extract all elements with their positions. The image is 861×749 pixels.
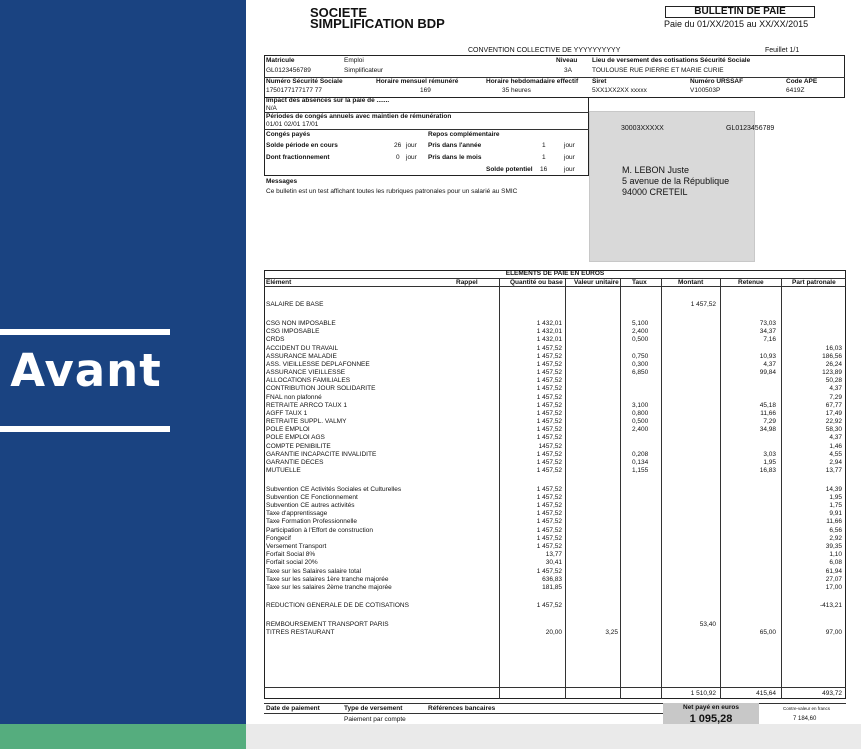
- ape-value: 6419Z: [786, 87, 805, 94]
- matricule-value: GL0123456789: [266, 67, 311, 74]
- table-row: [246, 527, 846, 535]
- row-quantite: 1 432,01: [536, 336, 562, 343]
- table-row: [246, 602, 846, 610]
- table-row: [246, 502, 846, 510]
- header-montant: Montant: [678, 279, 704, 286]
- row-taux: 1,155: [632, 467, 649, 474]
- table-row: [246, 559, 846, 567]
- row-label: Subvention CE Fonctionnement: [266, 494, 358, 501]
- conges-row2-unit: jour: [406, 154, 417, 161]
- row-patronale: -413,21: [819, 602, 842, 609]
- row-taux: 0,500: [632, 336, 649, 343]
- row-quantite: 1 457,52: [536, 369, 562, 376]
- avant-label: Avant: [10, 344, 162, 397]
- table-row: [246, 361, 846, 369]
- periodes-header: Périodes de congés annuels avec maintien de rémunération: [266, 113, 452, 120]
- row-retenue: 7,16: [763, 336, 776, 343]
- row-patronale: 4,37: [829, 434, 842, 441]
- row-quantite: 1 457,52: [536, 510, 562, 517]
- row-quantite: 1 457,52: [536, 602, 562, 609]
- footer-type-header: Type de versement: [344, 705, 403, 712]
- table-row: [246, 345, 846, 353]
- messages-header: Messages: [266, 178, 298, 185]
- address-line2: 5 avenue de la République: [622, 176, 730, 186]
- repos-row1-label: Pris dans l'année: [428, 142, 482, 149]
- repos-row2-label: Pris dans le mois: [428, 154, 482, 161]
- row-patronale: 16,03: [825, 345, 842, 352]
- row-patronale: 186,56: [822, 353, 842, 360]
- hhe-header: Horaire hebdomadaire effectif: [486, 78, 579, 85]
- header-patronale: Part patronale: [792, 279, 836, 286]
- row-patronale: 6,56: [829, 527, 842, 534]
- emploi-value: Simplificateur: [344, 67, 384, 74]
- row-quantite: 181,85: [542, 584, 562, 591]
- messages-text: Ce bulletin est un test affichant toutes les rubriques patronales pour un salarié au SMIC: [266, 188, 518, 195]
- row-retenue: 34,37: [759, 328, 776, 335]
- periodes-value: 01/01 02/01 17/01: [266, 121, 319, 128]
- row-taux: 0,750: [632, 353, 649, 360]
- table-title: ELEMENTS DE PAIE EN EUROS: [505, 270, 605, 277]
- row-label: RETRAITE SUPPL. VALMY: [266, 418, 347, 425]
- row-patronale: 22,92: [825, 418, 842, 425]
- row-patronale: 123,89: [822, 369, 842, 376]
- table-row: [246, 434, 846, 442]
- row-label: GARANTIE DECES: [266, 459, 324, 466]
- row-retenue: 1,95: [763, 459, 776, 466]
- table-row: [246, 510, 846, 518]
- conges-row1-unit: jour: [406, 142, 417, 149]
- row-label: RETRAITE ARRCO TAUX 1: [266, 402, 348, 409]
- row-label: ASS. VIEILLESSE DEPLAFONNEE: [266, 361, 370, 368]
- row-quantite: 1 457,52: [536, 345, 562, 352]
- row-quantite: 1 457,52: [536, 434, 562, 441]
- row-quantite: 1 457,52: [536, 459, 562, 466]
- row-taux: 3,100: [632, 402, 649, 409]
- row-quantite: 1 457,52: [536, 353, 562, 360]
- row-retenue: 45,18: [759, 402, 776, 409]
- urssaf-header: Numéro URSSAF: [690, 78, 744, 85]
- row-patronale: 9,91: [829, 510, 842, 517]
- row-patronale: 67,77: [825, 402, 842, 409]
- row-label: Taxe d'apprentissage: [266, 510, 328, 517]
- row-quantite: 1 457,52: [536, 518, 562, 525]
- table-row: [246, 629, 846, 637]
- address-code2: GL0123456789: [726, 125, 775, 132]
- row-quantite: 1 457,52: [536, 486, 562, 493]
- footer-type-value: Paiement par compte: [344, 716, 406, 723]
- header-valeur: Valeur unitaire: [574, 279, 619, 286]
- row-quantite: 1 457,52: [536, 451, 562, 458]
- row-label: ASSURANCE MALADIE: [266, 353, 337, 360]
- row-retenue: 4,37: [763, 361, 776, 368]
- emploi-header: Emploi: [344, 57, 364, 64]
- repos-row1-unit: jour: [564, 142, 575, 149]
- row-label: Taxe sur les salaires 2ème tranche majorée: [266, 584, 392, 591]
- net-pay-value: 1 095,28: [689, 713, 733, 724]
- row-patronale: 2,92: [829, 535, 842, 542]
- row-label: Forfait social 20%: [266, 559, 318, 566]
- row-quantite: 1 457,52: [536, 418, 562, 425]
- row-patronale: 1,10: [829, 551, 842, 558]
- row-label: TITRES RESTAURANT: [266, 629, 335, 636]
- row-quantite: 1 432,01: [536, 328, 562, 335]
- nss-header: Numéro Sécurité Sociale: [266, 78, 343, 85]
- row-montant: 1 457,52: [690, 301, 716, 308]
- table-row: [246, 543, 846, 551]
- conges-row2-label: Dont fractionnement: [266, 154, 330, 161]
- table-row: [246, 426, 846, 434]
- table-row: [246, 443, 846, 451]
- row-patronale: 17,49: [825, 410, 842, 417]
- table-row: [246, 394, 846, 402]
- row-label: Taxe sur les salaires 1ère tranche majorée: [266, 576, 389, 583]
- table-row: [246, 518, 846, 526]
- row-label: CRDS: [266, 336, 285, 343]
- row-label: ASSURANCE VIEILLESSE: [266, 369, 346, 376]
- header-element: Elément: [266, 279, 292, 286]
- repos-row3-unit: jour: [564, 166, 575, 173]
- table-row: [246, 328, 846, 336]
- niveau-header: Niveau: [556, 57, 578, 64]
- bulletin-period: Paie du 01/XX/2015 au XX/XX/2015: [664, 19, 809, 29]
- row-patronale: 1,95: [829, 494, 842, 501]
- table-row: [246, 576, 846, 584]
- row-label: Subvention CE autres activités: [266, 502, 355, 509]
- row-quantite: 1 457,52: [536, 568, 562, 575]
- row-retenue: 16,83: [759, 467, 776, 474]
- total-montant: 1 510,92: [690, 690, 716, 697]
- ape-header: Code APE: [786, 78, 818, 85]
- row-quantite: 1 457,52: [536, 394, 562, 401]
- row-patronale: 4,55: [829, 451, 842, 458]
- row-patronale: 11,66: [826, 518, 842, 525]
- table-row: [246, 369, 846, 377]
- table-row: [246, 568, 846, 576]
- conges-header: Congés payés: [266, 131, 311, 138]
- absences-header: Impact des absences sur la paie de .......: [266, 97, 390, 104]
- row-label: POLE EMPLOI AGS: [266, 434, 325, 441]
- green-bar: [0, 724, 246, 749]
- row-patronale: 39,35: [825, 543, 842, 550]
- row-label: Forfait Social 8%: [266, 551, 316, 558]
- row-retenue: 73,03: [759, 320, 776, 327]
- row-taux: 0,208: [632, 451, 649, 458]
- row-patronale: 7,29: [829, 394, 842, 401]
- header-taux: Taux: [632, 279, 647, 286]
- row-quantite: 13,77: [545, 551, 562, 558]
- row-patronale: 58,30: [825, 426, 842, 433]
- contre-valeur-header: Contre-valeur en francs: [783, 706, 831, 711]
- row-quantite: 1 457,52: [536, 402, 562, 409]
- row-patronale: 13,77: [825, 467, 842, 474]
- table-row: [246, 451, 846, 459]
- address-line1: M. LEBON Juste: [622, 165, 690, 175]
- row-label: CSG NON IMPOSABLE: [266, 320, 336, 327]
- total-patronale: 493,72: [822, 690, 842, 697]
- row-quantite: 20,00: [545, 629, 562, 636]
- table-row: [246, 486, 846, 494]
- row-valeur: 3,25: [605, 629, 618, 636]
- row-quantite: 1 457,52: [536, 502, 562, 509]
- row-taux: 6,850: [632, 369, 649, 376]
- company-name-1: SOCIETE: [310, 5, 368, 20]
- row-label: REMBOURSEMENT TRANSPORT PARIS: [266, 621, 389, 628]
- table-row: [246, 402, 846, 410]
- row-quantite: 1 457,52: [536, 377, 562, 384]
- row-quantite: 1 457,52: [536, 410, 562, 417]
- row-quantite: 1 457,52: [536, 535, 562, 542]
- hmr-header: Horaire mensuel rémunéré: [376, 78, 459, 85]
- row-quantite: 1 457,52: [536, 385, 562, 392]
- row-patronale: 4,37: [829, 385, 842, 392]
- row-retenue: 99,84: [759, 369, 776, 376]
- table-row: [246, 353, 846, 361]
- row-patronale: 26,24: [825, 361, 842, 368]
- row-montant: 53,40: [699, 621, 716, 628]
- row-patronale: 2,94: [829, 459, 842, 466]
- niveau-value: 3A: [564, 67, 572, 74]
- row-label: Taxe sur les Salaires salaire total: [266, 568, 362, 575]
- row-label: CONTRIBUTION JOUR SOLIDARITE: [266, 385, 376, 392]
- payslip-document: [246, 0, 861, 724]
- siret-header: Siret: [592, 78, 607, 85]
- lieu-header: Lieu de versement des cotisations Sécurité Sociale: [592, 57, 751, 64]
- row-retenue: 34,98: [759, 426, 776, 433]
- row-label: CSG IMPOSABLE: [266, 328, 320, 335]
- row-label: Fongecif: [266, 535, 291, 542]
- row-taux: 0,300: [632, 361, 649, 368]
- row-quantite: 1 457,52: [536, 543, 562, 550]
- bottom-strip: [246, 724, 861, 749]
- repos-row2-value: 1: [542, 154, 546, 161]
- row-label: POLE EMPLOI: [266, 426, 310, 433]
- conges-row2-value: 0: [396, 154, 400, 161]
- row-retenue: 3,03: [763, 451, 776, 458]
- company-name-2: SIMPLIFICATION BDP: [310, 16, 445, 31]
- urssaf-value: V100503P: [690, 87, 721, 94]
- row-retenue: 7,29: [763, 418, 776, 425]
- row-quantite: 1 457,52: [536, 467, 562, 474]
- table-row: [246, 621, 846, 629]
- net-pay-header: Net payé en euros: [683, 704, 739, 711]
- nss-value: 1750177177177 77: [266, 87, 323, 94]
- repos-row2-unit: jour: [564, 154, 575, 161]
- row-taux: 0,500: [632, 418, 649, 425]
- absences-value: N/A: [266, 105, 277, 112]
- row-label: Taxe Formation Professionnelle: [266, 518, 358, 525]
- row-taux: 2,400: [632, 328, 649, 335]
- conges-row1-label: Solde période en cours: [266, 142, 338, 149]
- row-taux: 5,100: [632, 320, 649, 327]
- repos-row3-value: 16: [540, 166, 548, 173]
- footer-date-header: Date de paiement: [266, 705, 320, 712]
- row-label: REDUCTION GENERALE DE DE COTISATIONS: [266, 602, 409, 609]
- table-row: [246, 551, 846, 559]
- row-label: MUTUELLE: [266, 467, 301, 474]
- row-quantite: 30,41: [545, 559, 562, 566]
- matricule-header: Matricule: [266, 57, 295, 64]
- row-taux: 0,134: [632, 459, 649, 466]
- row-taux: 0,800: [632, 410, 649, 417]
- convention: CONVENTION COLLECTIVE DE YYYYYYYYYY: [468, 47, 621, 54]
- table-row: [246, 584, 846, 592]
- row-patronale: 1,75: [829, 502, 842, 509]
- row-quantite: 1 457,52: [536, 361, 562, 368]
- conges-row1-value: 26: [394, 142, 402, 149]
- table-row: [246, 385, 846, 393]
- row-label: ACCIDENT DU TRAVAIL: [266, 345, 339, 352]
- lieu-value: TOULOUSE RUE PIERRE ET MARIE CURIE: [592, 67, 724, 74]
- row-label: ALLOCATIONS FAMILIALES: [266, 377, 351, 384]
- table-row: [246, 494, 846, 502]
- row-quantite: 1 457,52: [536, 527, 562, 534]
- table-row: [246, 467, 846, 475]
- row-patronale: 50,28: [825, 377, 842, 384]
- table-row: [246, 459, 846, 467]
- total-retenue: 415,64: [756, 690, 776, 697]
- row-quantite: 1 432,01: [536, 320, 562, 327]
- hmr-value: 169: [420, 87, 431, 94]
- repos-header: Repos complémentaire: [428, 131, 500, 138]
- table-row: [246, 535, 846, 543]
- table-row: [246, 301, 846, 309]
- bulletin-title: BULLETIN DE PAIE: [665, 6, 815, 18]
- row-label: GARANTIE INCAPACITE INVALIDITE: [266, 451, 377, 458]
- row-retenue: 10,93: [759, 353, 776, 360]
- hhe-value: 35 heures: [502, 87, 531, 94]
- row-retenue: 11,66: [760, 410, 776, 417]
- table-row: [246, 418, 846, 426]
- row-patronale: 14,39: [825, 486, 842, 493]
- row-label: Versement Transport: [266, 543, 327, 550]
- table-row: [246, 320, 846, 328]
- address-code1: 30003XXXXX: [621, 125, 664, 132]
- row-taux: 2,400: [632, 426, 649, 433]
- row-label: AGFF TAUX 1: [266, 410, 308, 417]
- header-retenue: Retenue: [738, 279, 764, 286]
- row-label: SALAIRE DE BASE: [266, 301, 324, 308]
- row-quantite: 1457,52: [538, 443, 562, 450]
- row-patronale: 61,94: [825, 568, 842, 575]
- footer-ref-header: Références bancaires: [428, 705, 496, 712]
- row-label: COMPTE PENIBILITE: [266, 443, 331, 450]
- row-label: Subvention CE Activités Sociales et Culturelles: [266, 486, 402, 493]
- table-row: [246, 410, 846, 418]
- row-quantite: 1 457,52: [536, 426, 562, 433]
- table-row: [246, 377, 846, 385]
- contre-valeur-value: 7 184,60: [793, 716, 817, 722]
- table-row: [246, 336, 846, 344]
- header-rappel: Rappel: [456, 279, 478, 286]
- row-quantite: 636,83: [542, 576, 562, 583]
- row-patronale: 27,07: [825, 576, 842, 583]
- address-line3: 94000 CRETEIL: [622, 187, 688, 197]
- row-quantite: 1 457,52: [536, 494, 562, 501]
- repos-row1-value: 1: [542, 142, 546, 149]
- header-quantite: Quantité ou base: [510, 279, 563, 286]
- row-patronale: 97,00: [825, 629, 842, 636]
- feuillet: Feuillet 1/1: [765, 47, 800, 54]
- decor-bar-bottom: [0, 426, 170, 432]
- row-patronale: 17,00: [825, 584, 842, 591]
- row-label: Participation à l'Effort de construction: [266, 527, 373, 534]
- decor-bar-top: [0, 329, 170, 335]
- row-retenue: 65,00: [759, 629, 776, 636]
- siret-value: 5XX1XX2XX xxxxx: [592, 87, 647, 94]
- conges-block: [264, 97, 589, 176]
- row-label: FNAL non plafonné: [266, 394, 322, 401]
- repos-row3-label: Solde potentiel: [486, 166, 533, 173]
- row-patronale: 1,46: [829, 443, 842, 450]
- row-patronale: 6,08: [829, 559, 842, 566]
